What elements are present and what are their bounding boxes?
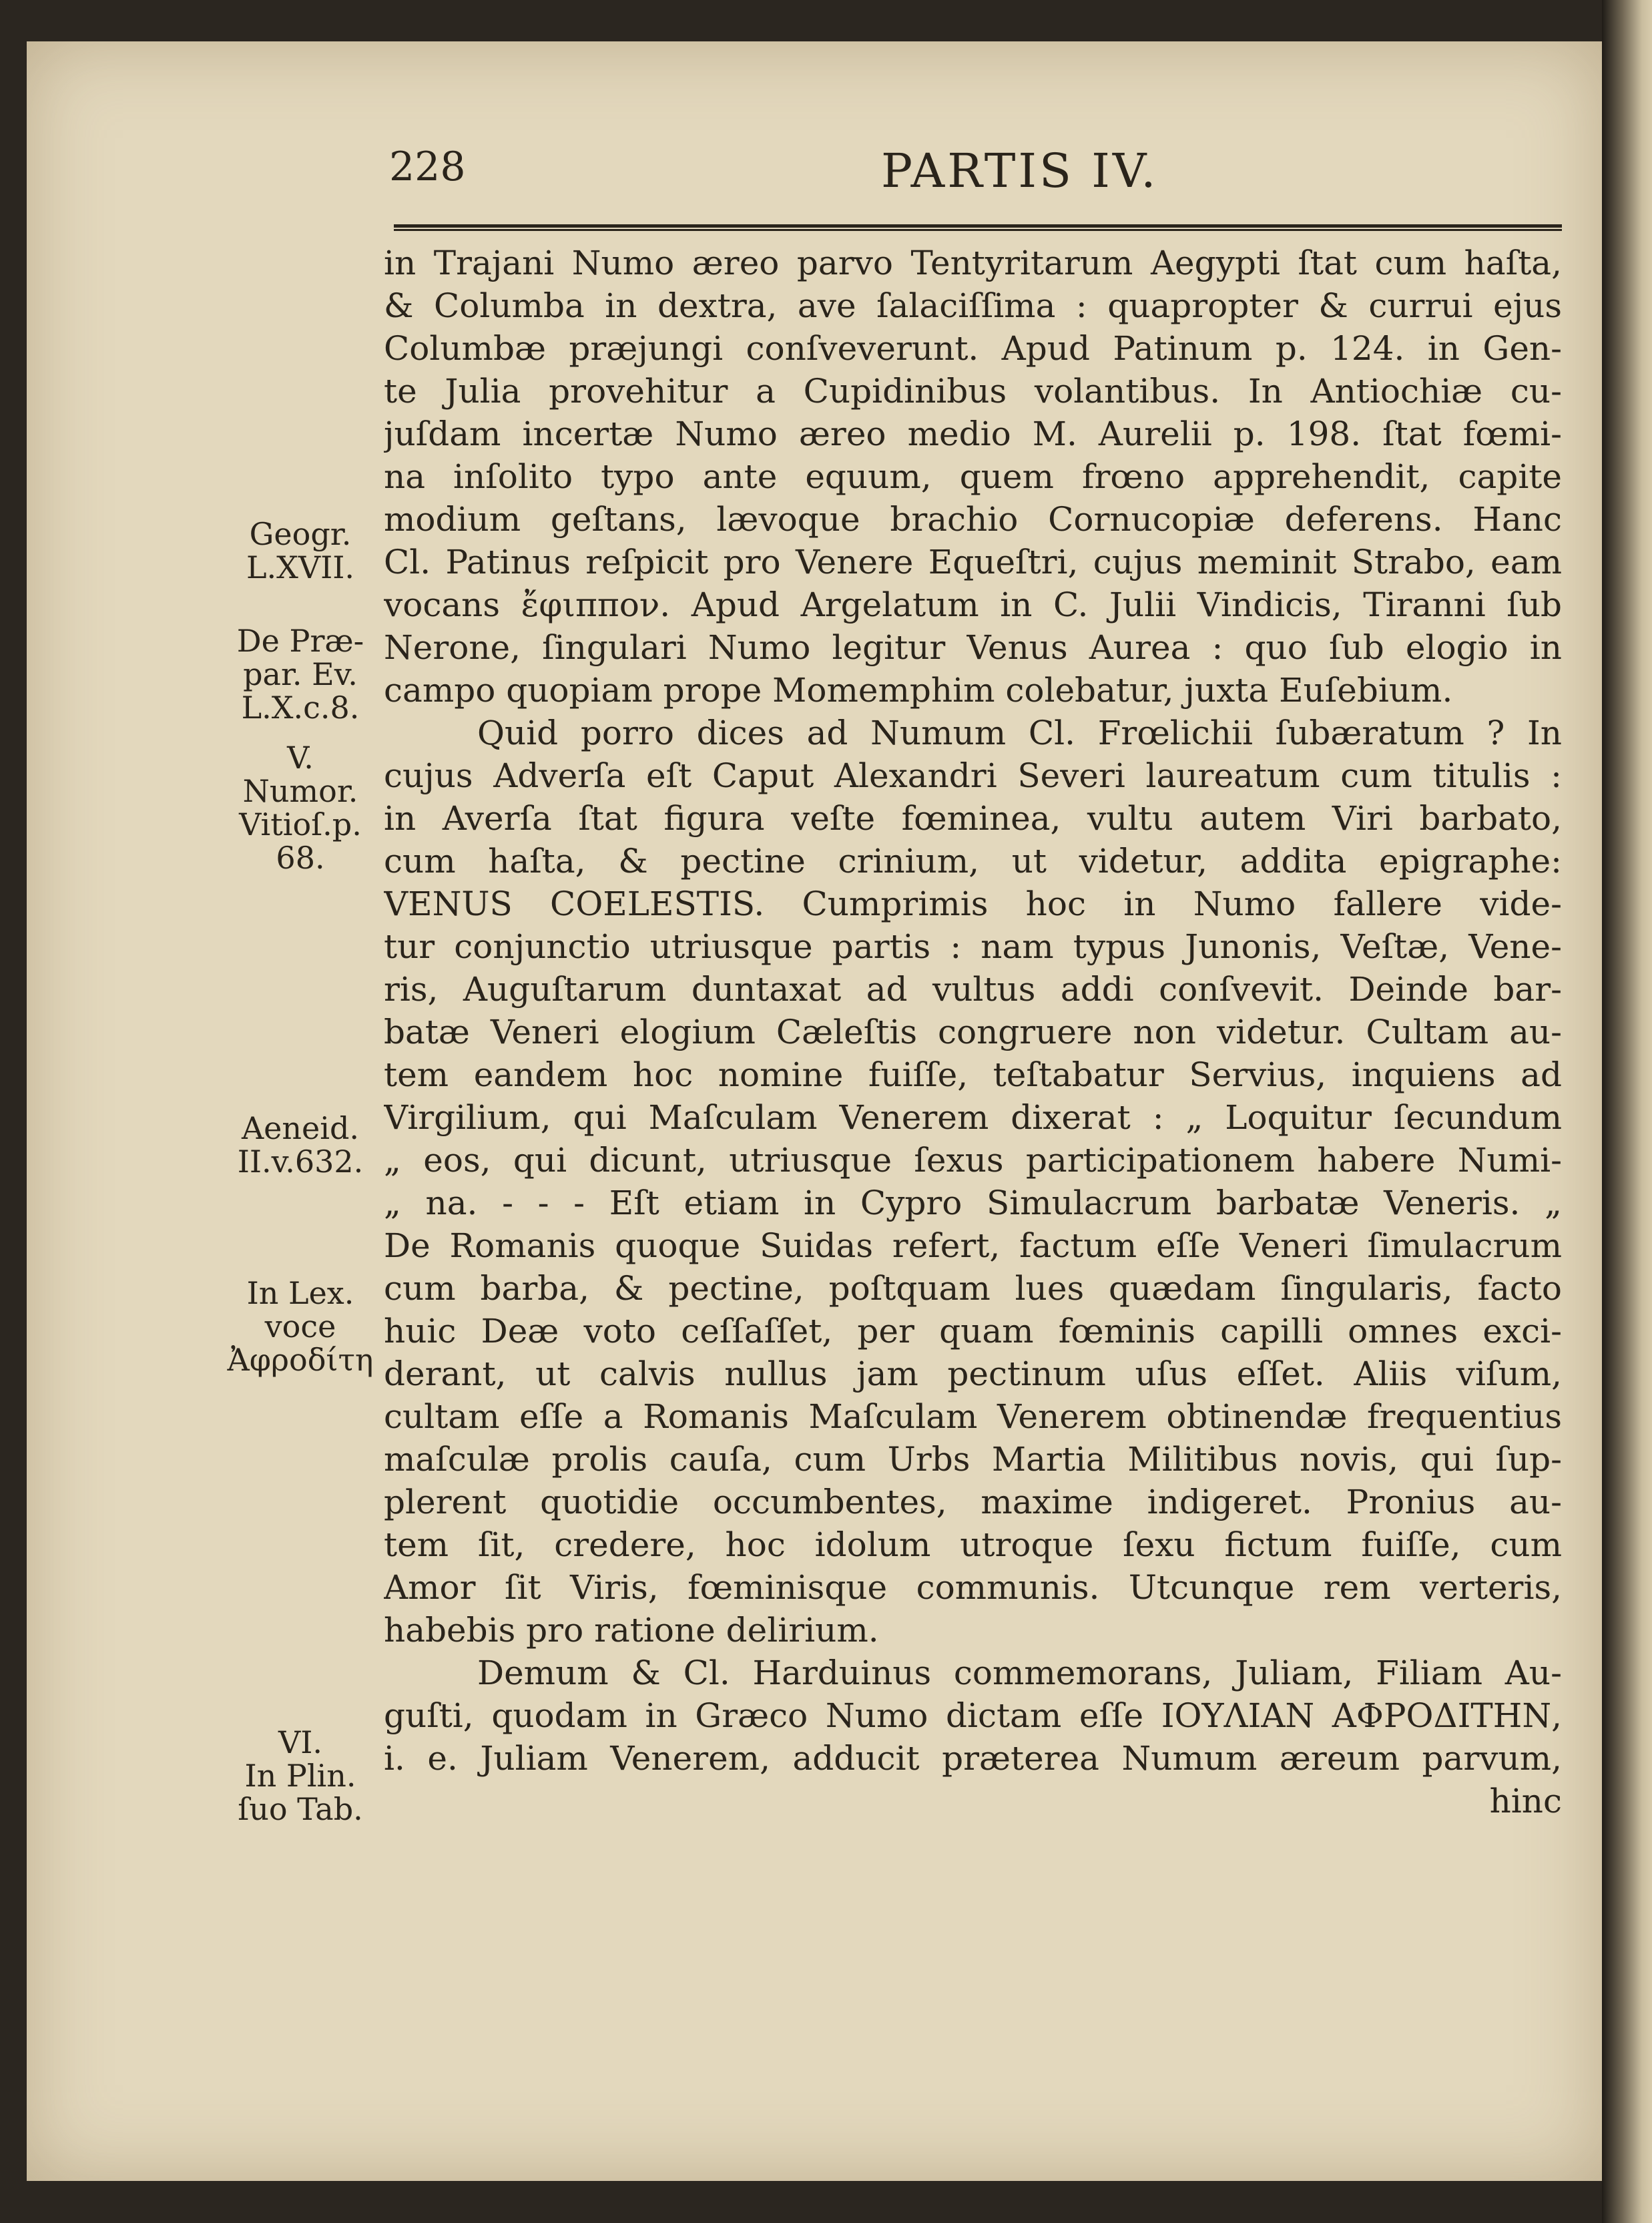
text-line: Amor ſit Viris, fœminisque communis. Utcunque rem verteris,: [384, 1568, 1562, 1607]
text-line: na inſolito typo ante equum, quem frœno apprehendit, capite: [384, 457, 1562, 496]
text-line: Columbæ præjungi conſveverunt. Apud Patinum p. 124. in Gen-: [384, 329, 1562, 368]
header-rule: [394, 224, 1562, 231]
text-line: batæ Veneri elogium Cæleſtis congruere non videtur. Cultam au-: [384, 1013, 1562, 1051]
text-line: tur conjunctio utriusque partis : nam typus Junonis, Veſtæ, Vene-: [384, 927, 1562, 966]
text-line: Nerone, ſingulari Numo legitur Venus Aurea : quo ſub elogio in: [384, 628, 1562, 667]
catchword: hinc: [1489, 1782, 1562, 1820]
text-line: & Columba in dextra, ave ſalaciſſima : quapropter & currui ejus: [384, 286, 1562, 325]
text-line: vocans ἔφιππον. Apud Argelatum in C. Julii Vindicis, Tiranni ſub: [384, 585, 1562, 624]
margin-note-in-lex: In Lex. voce Ἀφροδίτη: [227, 1275, 374, 1378]
text-line: cultam eſſe a Romanis Maſculam Venerem obtinendæ frequentius: [384, 1397, 1562, 1436]
text-line: derant, ut calvis nullus jam pectinum uſus eſſet. Aliis viſum,: [384, 1354, 1562, 1393]
main-text-block: [384, 242, 1562, 1822]
text-line: guſti, quodam in Græco Numo dictam eſſe ΙΟΥΛΙΑΝ ΑΦΡΟΔΙΤΗΝ,: [384, 1696, 1562, 1735]
text-line: Virgilium, qui Maſculam Venerem dixerat : „ Loquitur ſecundum: [384, 1098, 1562, 1137]
text-line: Cl. Patinus reſpicit pro Venere Equeſtri, cujus meminit Strabo, eam: [384, 543, 1562, 581]
text-line: tem eandem hoc nomine fuiſſe, teſtabatur Servius, inquiens ad: [384, 1055, 1562, 1094]
text-line: cujus Adverſa eſt Caput Alexandri Severi laureatum cum titulis :: [384, 756, 1562, 795]
text-line: habebis pro ratione delirium.: [384, 1611, 879, 1650]
page-number: 228: [389, 144, 466, 190]
text-line: „ na. - - - Eſt etiam in Cypro Simulacrum barbatæ Veneris. „: [384, 1184, 1562, 1222]
text-line: plerent quotidie occumbentes, maxime indigeret. Pronius au-: [384, 1483, 1562, 1521]
margin-note-geogr: Geogr. L.XVII.: [246, 516, 355, 585]
text-line: campo quopiam prope Momemphim colebatur, juxta Euſebium.: [384, 671, 1453, 710]
text-line: huic Deæ voto ceſſaſſet, per quam fœminis capilli omnes exci-: [384, 1312, 1562, 1350]
margin-note-aeneid: Aeneid. II.v.632.: [237, 1110, 364, 1180]
text-line: juſdam incertæ Numo æreo medio M. Aurelii p. 198. ſtat fœmi-: [384, 415, 1562, 453]
text-line: De Romanis quoque Suidas refert, factum eſſe Veneri ſimulacrum: [384, 1226, 1562, 1265]
margin-note-numor: V. Numor. Vitioſ.p. 68.: [239, 740, 362, 876]
text-line: in Averſa ſtat figura veſte fœminea, vultu autem Viri barbato,: [384, 799, 1562, 838]
text-line: modium geſtans, lævoque brachio Cornucopiæ deferens. Hanc: [384, 500, 1562, 539]
text-line: Quid porro dices ad Numum Cl. Frœlichii ſubæratum ? In: [477, 714, 1562, 752]
text-line: Demum & Cl. Harduinus commemorans, Juliam, Filiam Au-: [477, 1654, 1562, 1692]
text-line: ris, Auguſtarum duntaxat ad vultus addi conſvevit. Deinde bar-: [384, 970, 1562, 1009]
text-line: te Julia provehitur a Cupidinibus volantibus. In Antiochiæ cu-: [384, 372, 1562, 411]
text-line: cum haſta, & pectine crinium, ut videtur, addita epigraphe:: [384, 842, 1562, 881]
text-line: cum barba, & pectine, poſtquam lues quædam ſingularis, facto: [384, 1269, 1562, 1308]
margin-note-de-praepar: De Præ- par. Ev. L.X.c.8.: [236, 623, 364, 726]
text-line: VENUS COELESTIS. Cumprimis hoc in Numo fallere vide-: [384, 885, 1562, 923]
running-title: PARTIS IV.: [881, 144, 1159, 198]
text-line: „ eos, qui dicunt, utriusque ſexus participationem habere Numi-: [384, 1141, 1562, 1180]
text-line: i. e. Juliam Venerem, adducit præterea Numum æreum parvum,: [384, 1739, 1562, 1778]
book-spine: [1602, 0, 1652, 2223]
margin-note-in-plin: VI. In Plin. ſuo Tab.: [238, 1724, 363, 1827]
text-line: maſculæ prolis cauſa, cum Urbs Martia Militibus novis, qui ſup-: [384, 1440, 1562, 1479]
text-line: tem ſit, credere, hoc idolum utroque ſexu fictum fuiſſe, cum: [384, 1525, 1562, 1564]
text-line: in Trajani Numo æreo parvo Tentyritarum Aegypti ſtat cum haſta,: [384, 244, 1562, 282]
